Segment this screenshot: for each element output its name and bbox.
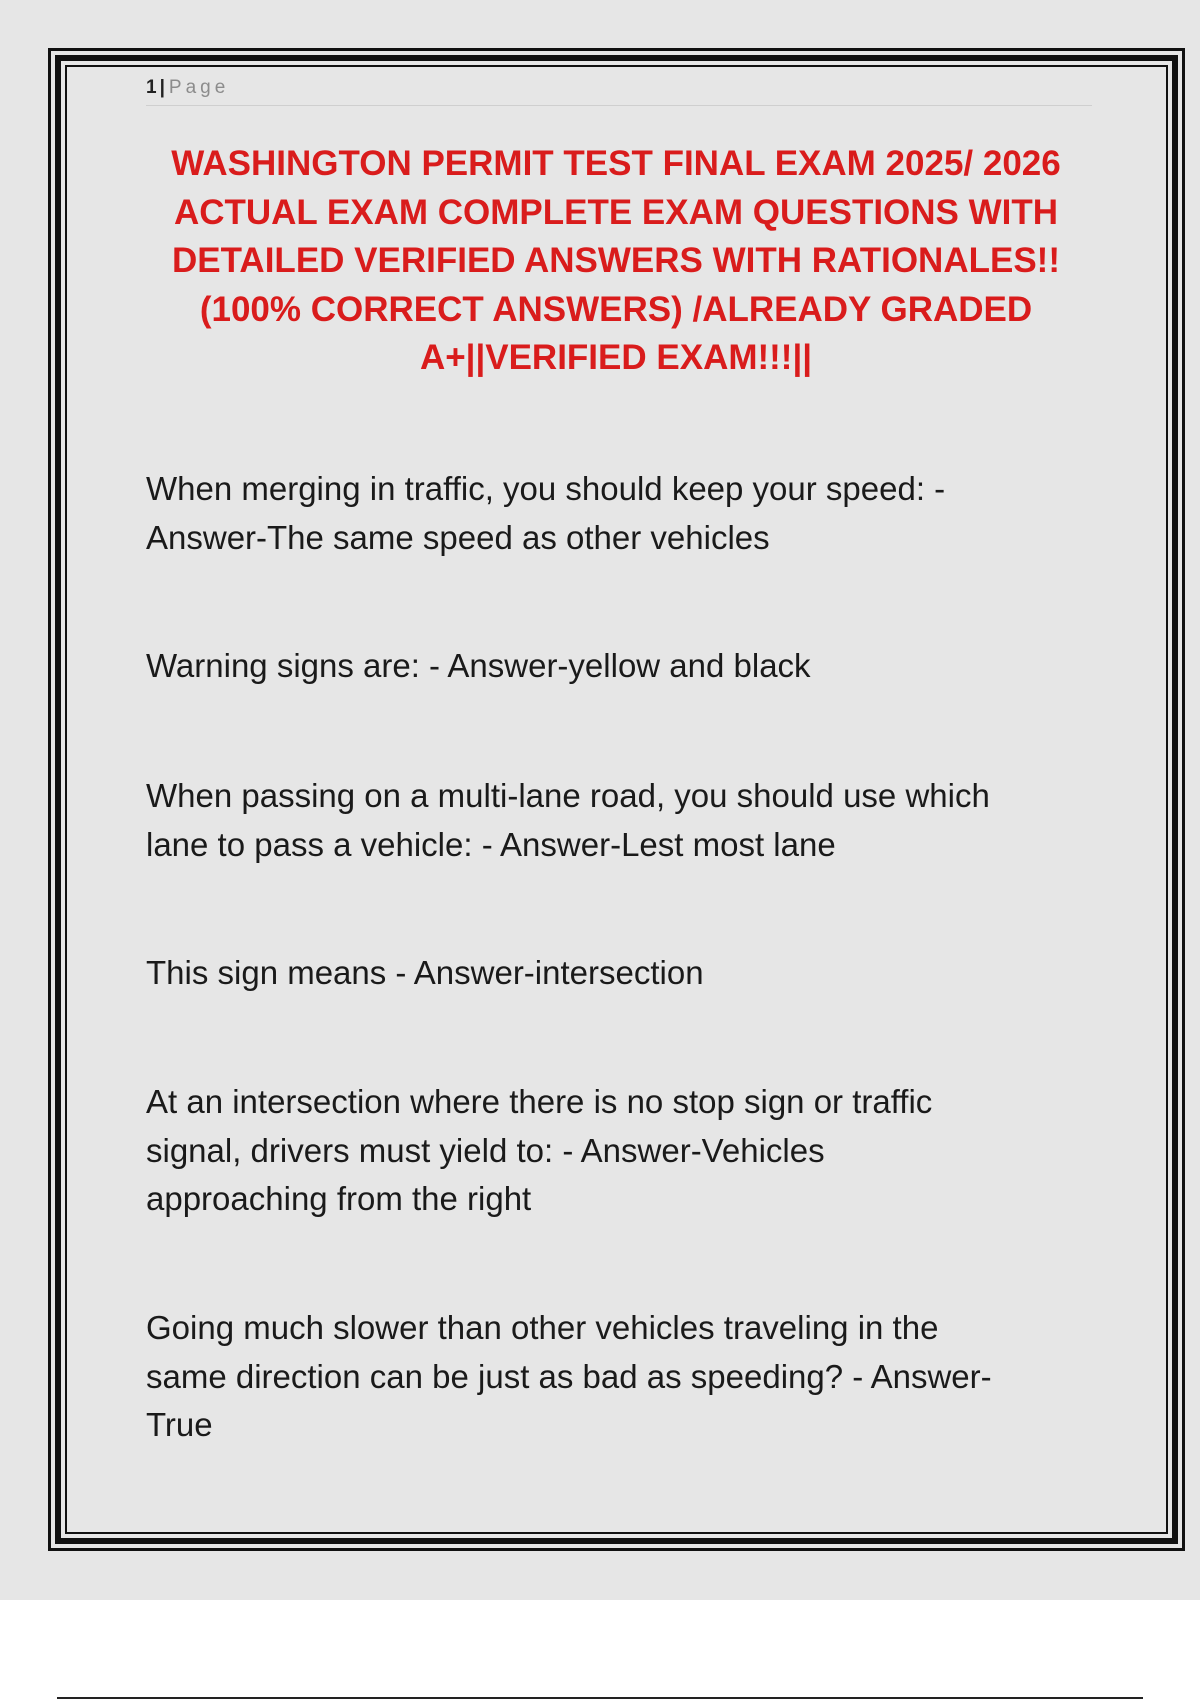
- title-line: A+||VERIFIED EXAM!!!||: [419, 338, 813, 377]
- qa-line: Warning signs are: - Answer-yellow and black: [146, 647, 811, 684]
- question-answer-6: [146, 1304, 1086, 1450]
- title-line: (100% CORRECT ANSWERS) /ALREADY GRADED: [199, 289, 1033, 329]
- question-answer-2: [146, 642, 1086, 691]
- qa-line: lane to pass a vehicle: - Answer-Lest most lane: [146, 825, 836, 863]
- question-answer-5: [146, 1078, 1086, 1224]
- page-header: [146, 76, 1092, 106]
- qa-line: signal, drivers must yield to: - Answer-Vehicles: [146, 1131, 825, 1169]
- question-answer-1: [146, 465, 1086, 562]
- qa-line: At an intersection where there is no stop sign or traffic: [146, 1083, 933, 1120]
- qa-line: This sign means - Answer-intersection: [146, 954, 704, 991]
- qa-line: When passing on a multi-lane road, you should use which: [146, 777, 990, 814]
- page-header-separator: |: [159, 77, 165, 98]
- page-number: 1: [146, 77, 157, 98]
- exam-title: [140, 140, 1092, 383]
- qa-line: True: [146, 1406, 213, 1443]
- title-line: ACTUAL EXAM COMPLETE EXAM QUESTIONS WITH: [173, 192, 1059, 232]
- footer-divider: [57, 1697, 1143, 1699]
- title-line: WASHINGTON PERMIT TEST FINAL EXAM 2025/ 2026: [171, 144, 1061, 183]
- question-answer-3: [146, 772, 1086, 869]
- title-line: DETAILED VERIFIED ANSWERS WITH RATIONALES!!: [172, 241, 1060, 280]
- page-label: Page: [168, 77, 230, 98]
- qa-line: Answer-The same speed as other vehicles: [146, 518, 770, 556]
- qa-line: approaching from the right: [146, 1180, 532, 1217]
- question-answer-4: [146, 949, 1086, 998]
- qa-line: When merging in traffic, you should keep your speed: -: [146, 470, 946, 507]
- qa-line: Going much slower than other vehicles traveling in the: [146, 1309, 939, 1346]
- qa-line: same direction can be just as bad as speeding? - Answer-: [146, 1357, 992, 1395]
